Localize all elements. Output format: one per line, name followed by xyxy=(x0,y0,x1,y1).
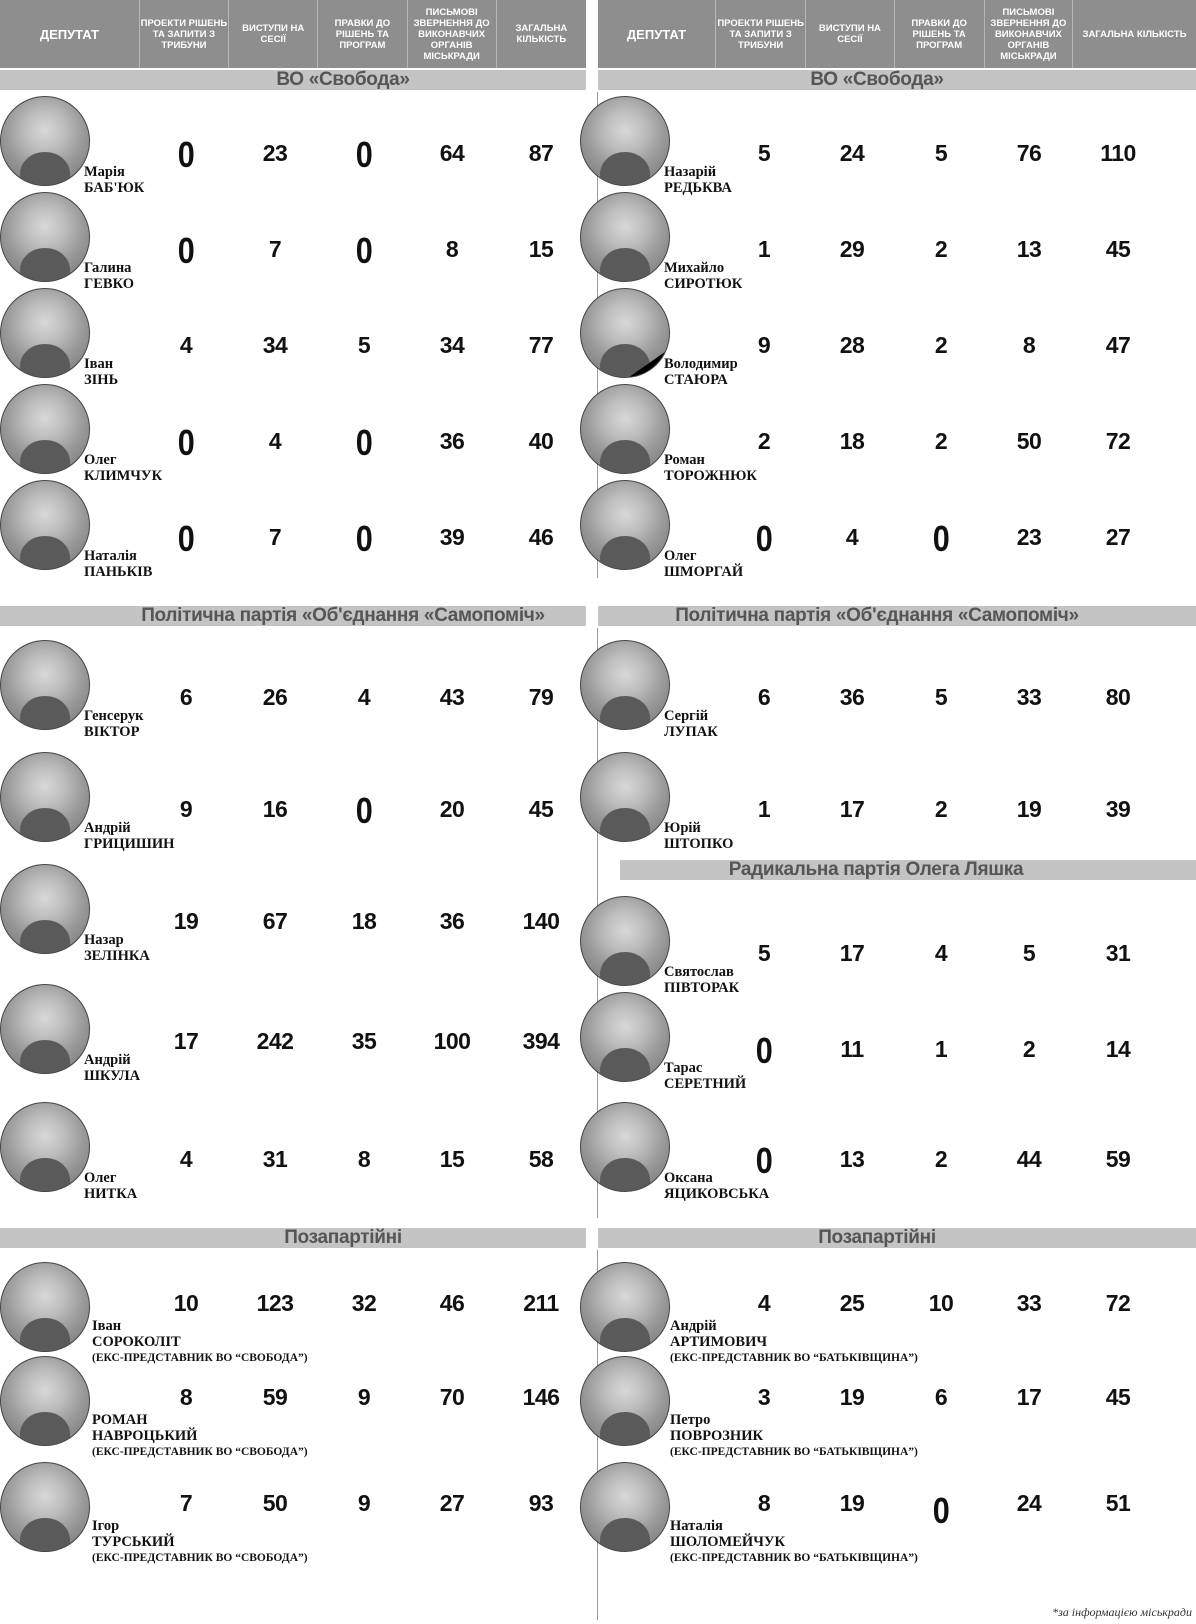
deputy-first-name: Наталія xyxy=(670,1518,723,1534)
stat-value: 5 xyxy=(357,332,371,358)
stat-value: 72 xyxy=(1105,1290,1131,1316)
stat-value: 26 xyxy=(262,684,288,710)
deputy-photo xyxy=(0,96,90,186)
deputy-photo xyxy=(580,992,670,1082)
deputy-first-name: Назарій xyxy=(664,164,717,180)
deputy-row xyxy=(580,1356,1180,1458)
stat-value: 34 xyxy=(439,332,465,358)
deputy-photo xyxy=(580,640,670,730)
stat-value: 46 xyxy=(439,1290,465,1316)
stat-value: 34 xyxy=(262,332,288,358)
stat-value: 5 xyxy=(757,140,771,166)
stat-value: 33 xyxy=(1016,1290,1042,1316)
stat-value: 45 xyxy=(1105,1384,1131,1410)
deputy-note: (ЕКС-ПРЕДСТАВНИК ВО “БАТЬКІВЩИНА”) xyxy=(670,1446,918,1458)
stat-value: 0 xyxy=(177,518,195,559)
deputy-photo xyxy=(580,752,670,842)
stat-value: 39 xyxy=(1105,796,1131,822)
header-right xyxy=(598,0,1196,68)
stat-value: 77 xyxy=(528,332,554,358)
deputy-row xyxy=(0,288,600,388)
stat-value: 36 xyxy=(839,684,865,710)
deputy-last-name: ЯЦИКОВСЬКА xyxy=(664,1186,770,1202)
deputy-last-name: ШОЛОМЕЙЧУК xyxy=(670,1534,785,1550)
stat-value: 0 xyxy=(755,518,773,559)
stat-value: 79 xyxy=(528,684,554,710)
deputy-first-name: Роман xyxy=(664,452,705,468)
stat-value: 33 xyxy=(1016,684,1042,710)
deputy-first-name: Галина xyxy=(84,260,132,276)
stat-value: 72 xyxy=(1105,428,1131,454)
stat-value: 6 xyxy=(934,1384,948,1410)
col-total: ЗАГАЛЬНА КІЛЬКІСТЬ xyxy=(1072,0,1196,68)
deputy-row xyxy=(0,984,600,1084)
deputy-photo xyxy=(580,96,670,186)
stat-value: 9 xyxy=(357,1384,371,1410)
deputy-last-name: СЕРЕТНИЙ xyxy=(664,1076,747,1092)
deputy-row xyxy=(0,752,600,852)
deputy-last-name: ШМОРГАЙ xyxy=(664,564,744,580)
deputy-row xyxy=(0,1356,600,1458)
col-speeches: ВИСТУПИ НА СЕСІЇ xyxy=(228,0,317,68)
stat-value: 24 xyxy=(1016,1490,1042,1516)
stat-value: 7 xyxy=(268,236,282,262)
deputy-first-name: Юрій xyxy=(664,820,701,836)
stat-value: 100 xyxy=(433,1028,471,1054)
stat-value: 0 xyxy=(755,1030,773,1071)
deputy-first-name: Андрій xyxy=(84,1052,131,1068)
stat-value: 1 xyxy=(757,796,771,822)
deputy-photo xyxy=(580,288,670,378)
stat-value: 39 xyxy=(439,524,465,550)
deputy-last-name: ВІКТОР xyxy=(84,724,140,740)
col-letters: ПИСЬМОВІ ЗВЕРНЕННЯ ДО ВИКОНАВЧИХ ОРГАНІВ МІСЬКРАДИ xyxy=(407,0,496,68)
deputy-row xyxy=(580,288,1180,388)
stat-value: 8 xyxy=(445,236,459,262)
deputy-last-name: ЗІНЬ xyxy=(84,372,119,388)
deputy-row xyxy=(580,1102,1180,1202)
deputy-row xyxy=(580,480,1180,580)
deputy-last-name: ГЕВКО xyxy=(84,276,134,292)
stat-value: 1 xyxy=(934,1036,948,1062)
stat-value: 242 xyxy=(256,1028,294,1054)
col-deputy: ДЕПУТАТ xyxy=(39,26,99,42)
deputy-last-name: СИРОТЮК xyxy=(664,276,743,292)
deputy-photo xyxy=(0,640,90,730)
deputy-name xyxy=(670,1518,918,1566)
stat-value: 13 xyxy=(1016,236,1042,262)
stat-value: 13 xyxy=(839,1146,865,1172)
stat-value: 0 xyxy=(355,518,373,559)
deputy-photo xyxy=(0,288,90,378)
stat-value: 8 xyxy=(357,1146,371,1172)
stat-value: 0 xyxy=(355,422,373,463)
stat-value: 4 xyxy=(268,428,282,454)
deputy-last-name: ТОРОЖНЮК xyxy=(664,468,757,484)
deputy-row xyxy=(580,992,1180,1092)
stat-value: 0 xyxy=(177,134,195,175)
stat-value: 35 xyxy=(351,1028,377,1054)
stat-value: 15 xyxy=(528,236,554,262)
stat-value: 10 xyxy=(173,1290,199,1316)
deputy-first-name: Тарас xyxy=(664,1060,703,1076)
stat-value: 9 xyxy=(357,1490,371,1516)
deputy-first-name: Наталія xyxy=(84,548,137,564)
section-svoboda-right: ВО «Свобода» xyxy=(598,70,1196,90)
deputy-first-name: Іван xyxy=(92,1318,122,1334)
deputy-note: (ЕКС-ПРЕДСТАВНИК ВО “СВОБОДА”) xyxy=(92,1352,308,1364)
section-radical: Радикальна партія Олега Ляшка xyxy=(620,860,1196,880)
stat-value: 50 xyxy=(262,1490,288,1516)
deputy-first-name: Сергій xyxy=(664,708,709,724)
stat-value: 59 xyxy=(1105,1146,1131,1172)
deputy-name xyxy=(664,1060,746,1092)
stat-value: 17 xyxy=(839,796,865,822)
deputy-last-name: КЛИМЧУК xyxy=(84,468,163,484)
stat-value: 8 xyxy=(757,1490,771,1516)
stat-value: 7 xyxy=(268,524,282,550)
deputy-row xyxy=(0,384,600,484)
section-samopomich-right: Політична партія «Об'єднання «Самопоміч» xyxy=(598,606,1196,626)
stat-value: 14 xyxy=(1105,1036,1131,1062)
deputy-photo xyxy=(0,1262,90,1352)
deputy-photo xyxy=(0,864,90,954)
stat-value: 6 xyxy=(179,684,193,710)
deputy-row xyxy=(0,640,600,740)
deputy-row xyxy=(580,192,1180,292)
stat-value: 140 xyxy=(522,908,560,934)
deputy-photo xyxy=(580,1462,670,1552)
col-speeches: ВИСТУПИ НА СЕСІЇ xyxy=(805,0,893,68)
stat-value: 32 xyxy=(351,1290,377,1316)
deputy-photo xyxy=(580,1356,670,1446)
col-projects: ПРОЕКТИ РІШЕНЬ ТА ЗАПИТИ З ТРИБУНИ xyxy=(139,0,228,68)
stat-value: 76 xyxy=(1016,140,1042,166)
stat-value: 4 xyxy=(845,524,859,550)
section-samopomich-left: Політична партія «Об'єднання «Самопоміч» xyxy=(0,606,586,626)
deputy-note: (ЕКС-ПРЕДСТАВНИК ВО “СВОБОДА”) xyxy=(92,1552,308,1564)
stat-value: 20 xyxy=(439,796,465,822)
deputy-first-name: Іван xyxy=(84,356,114,372)
deputy-name xyxy=(664,548,743,580)
deputy-note: (ЕКС-ПРЕДСТАВНИК ВО “СВОБОДА”) xyxy=(92,1446,308,1458)
stat-value: 2 xyxy=(757,428,771,454)
stat-value: 146 xyxy=(522,1384,560,1410)
deputy-row xyxy=(0,1262,600,1364)
deputy-first-name: Олег xyxy=(664,548,697,564)
stat-value: 2 xyxy=(934,332,948,358)
deputy-last-name: ПАНЬКІВ xyxy=(84,564,153,580)
deputy-photo xyxy=(0,984,90,1074)
stat-value: 70 xyxy=(439,1384,465,1410)
stat-value: 16 xyxy=(262,796,288,822)
section-nonparty-right: Позапартійні xyxy=(598,1228,1196,1248)
footnote: *за інформацією міськради xyxy=(1052,1605,1192,1619)
stat-value: 7 xyxy=(179,1490,193,1516)
stat-value: 47 xyxy=(1105,332,1131,358)
deputy-first-name: Петро xyxy=(670,1412,711,1428)
deputy-first-name: Генсерук xyxy=(84,708,144,724)
stat-value: 50 xyxy=(1016,428,1042,454)
stat-value: 11 xyxy=(840,1036,864,1062)
stat-value: 4 xyxy=(179,332,193,358)
stat-value: 9 xyxy=(757,332,771,358)
deputy-last-name: СОРОКОЛІТ xyxy=(92,1334,181,1350)
stat-value: 0 xyxy=(177,422,195,463)
deputy-first-name: Ігор xyxy=(92,1518,120,1534)
deputy-photo xyxy=(580,1102,670,1192)
stat-value: 19 xyxy=(839,1490,865,1516)
stat-value: 4 xyxy=(357,684,371,710)
deputy-last-name: ЛУПАК xyxy=(664,724,718,740)
deputy-last-name: РЕДЬКВА xyxy=(664,180,732,196)
deputy-last-name: ШКУЛА xyxy=(84,1068,141,1084)
section-nonparty-left: Позапартійні xyxy=(0,1228,586,1248)
stat-value: 43 xyxy=(439,684,465,710)
header-left xyxy=(0,0,586,68)
stat-value: 19 xyxy=(1016,796,1042,822)
stat-value: 1 xyxy=(757,236,771,262)
deputy-photo xyxy=(0,1102,90,1192)
section-svoboda-left: ВО «Свобода» xyxy=(0,70,586,90)
deputy-photo xyxy=(580,896,670,986)
deputy-first-name: Назар xyxy=(84,932,124,948)
deputy-name xyxy=(84,820,174,852)
stat-value: 5 xyxy=(1022,940,1036,966)
deputy-name xyxy=(664,820,733,852)
deputy-last-name: НИТКА xyxy=(84,1186,138,1202)
deputy-name xyxy=(84,548,152,580)
stat-value: 23 xyxy=(262,140,288,166)
stat-value: 5 xyxy=(934,684,948,710)
deputy-last-name: АРТИМОВИЧ xyxy=(670,1334,768,1350)
deputy-note: (ЕКС-ПРЕДСТАВНИК ВО “БАТЬКІВЩИНА”) xyxy=(670,1352,918,1364)
deputy-name xyxy=(664,708,718,740)
stat-value: 9 xyxy=(179,796,193,822)
stat-value: 15 xyxy=(439,1146,465,1172)
deputy-first-name: Святослав xyxy=(664,964,734,980)
deputy-last-name: ТУРСЬКИЙ xyxy=(92,1534,175,1550)
deputy-row xyxy=(580,640,1180,740)
stat-value: 87 xyxy=(528,140,554,166)
stat-value: 59 xyxy=(262,1384,288,1410)
stat-value: 40 xyxy=(528,428,554,454)
stat-value: 6 xyxy=(757,684,771,710)
stat-value: 80 xyxy=(1105,684,1131,710)
deputy-last-name: ПОВРОЗНИК xyxy=(670,1428,764,1444)
stat-value: 28 xyxy=(839,332,865,358)
stat-value: 25 xyxy=(839,1290,865,1316)
stat-value: 0 xyxy=(932,518,950,559)
col-deputy: ДЕПУТАТ xyxy=(626,26,687,42)
stat-value: 19 xyxy=(173,908,199,934)
deputy-last-name: ГРИЦИШИН xyxy=(84,836,175,852)
deputy-photo xyxy=(580,384,670,474)
stat-value: 58 xyxy=(528,1146,554,1172)
deputy-last-name: ЗЕЛІНКА xyxy=(84,948,150,964)
stat-value: 3 xyxy=(757,1384,771,1410)
stat-value: 4 xyxy=(934,940,948,966)
stat-value: 4 xyxy=(757,1290,771,1316)
stat-value: 2 xyxy=(934,796,948,822)
stat-value: 27 xyxy=(439,1490,465,1516)
stat-value: 93 xyxy=(528,1490,554,1516)
stat-value: 27 xyxy=(1105,524,1131,550)
deputy-first-name: Марія xyxy=(84,164,125,180)
stat-value: 67 xyxy=(262,908,288,934)
deputy-photo xyxy=(0,1462,90,1552)
stat-value: 36 xyxy=(439,908,465,934)
deputy-row xyxy=(0,480,600,580)
stat-value: 17 xyxy=(1016,1384,1042,1410)
stat-value: 0 xyxy=(355,790,373,831)
col-total: ЗАГАЛЬНА КІЛЬКІСТЬ xyxy=(496,0,586,68)
stat-value: 0 xyxy=(355,134,373,175)
stat-value: 64 xyxy=(439,140,465,166)
deputy-first-name: Олег xyxy=(84,1170,117,1186)
deputy-row xyxy=(0,1462,600,1564)
deputy-row xyxy=(580,384,1180,484)
stat-value: 29 xyxy=(839,236,865,262)
deputy-row xyxy=(580,96,1180,196)
deputy-row xyxy=(0,96,600,196)
stat-value: 10 xyxy=(928,1290,954,1316)
stat-value: 123 xyxy=(256,1290,294,1316)
stat-value: 45 xyxy=(528,796,554,822)
deputy-row xyxy=(0,192,600,292)
col-letters: ПИСЬМОВІ ЗВЕРНЕННЯ ДО ВИКОНАВЧИХ ОРГАНІВ МІСЬКРАДИ xyxy=(984,0,1072,68)
deputy-photo xyxy=(0,384,90,474)
stat-value: 2 xyxy=(934,428,948,454)
stat-value: 18 xyxy=(839,428,865,454)
deputy-last-name: НАВРОЦЬКИЙ xyxy=(92,1428,198,1444)
stat-value: 17 xyxy=(173,1028,199,1054)
stat-value: 45 xyxy=(1105,236,1131,262)
deputy-photo xyxy=(0,480,90,570)
deputy-photo xyxy=(0,752,90,842)
stat-value: 0 xyxy=(755,1140,773,1181)
deputy-last-name: ШТОПКО xyxy=(664,836,734,852)
stat-value: 46 xyxy=(528,524,554,550)
deputy-last-name: СТАЮРА xyxy=(664,372,728,388)
stat-value: 19 xyxy=(839,1384,865,1410)
stat-value: 8 xyxy=(179,1384,193,1410)
deputy-first-name: Михайло xyxy=(664,260,725,276)
deputy-first-name: Володимир xyxy=(664,356,738,372)
stat-value: 5 xyxy=(757,940,771,966)
deputy-photo xyxy=(580,480,670,570)
deputy-note: (ЕКС-ПРЕДСТАВНИК ВО “БАТЬКІВЩИНА”) xyxy=(670,1552,918,1564)
deputy-last-name: БАБ'ЮК xyxy=(84,180,145,196)
stat-value: 2 xyxy=(1022,1036,1036,1062)
stat-value: 2 xyxy=(934,236,948,262)
deputy-row xyxy=(580,896,1180,996)
deputy-name xyxy=(92,1412,308,1460)
stat-value: 31 xyxy=(1105,940,1131,966)
deputy-row xyxy=(580,752,1180,852)
deputy-row xyxy=(0,864,600,964)
deputy-row xyxy=(580,1262,1180,1364)
stat-value: 8 xyxy=(1022,332,1036,358)
deputy-row xyxy=(580,1462,1180,1564)
deputy-photo xyxy=(580,192,670,282)
deputy-first-name: Оксана xyxy=(664,1170,713,1186)
stat-value: 0 xyxy=(355,230,373,271)
deputy-name xyxy=(92,1518,308,1566)
deputy-first-name: Олег xyxy=(84,452,117,468)
stat-value: 18 xyxy=(351,908,377,934)
stat-value: 0 xyxy=(932,1490,950,1531)
stat-value: 36 xyxy=(439,428,465,454)
col-amendments: ПРАВКИ ДО РІШЕНЬ ТА ПРОГРАМ xyxy=(317,0,406,68)
stat-value: 31 xyxy=(262,1146,288,1172)
stat-value: 394 xyxy=(522,1028,560,1054)
deputy-photo xyxy=(0,1356,90,1446)
deputy-name xyxy=(84,1052,140,1084)
deputy-last-name: ПІВТОРАК xyxy=(664,980,740,996)
stat-value: 0 xyxy=(177,230,195,271)
deputy-first-name: РОМАН xyxy=(92,1412,148,1428)
stat-value: 51 xyxy=(1105,1490,1131,1516)
col-amendments: ПРАВКИ ДО РІШЕНЬ ТА ПРОГРАМ xyxy=(894,0,984,68)
stat-value: 211 xyxy=(523,1290,559,1316)
deputy-name xyxy=(84,708,143,740)
stat-value: 4 xyxy=(179,1146,193,1172)
deputy-photo xyxy=(580,1262,670,1352)
stat-value: 17 xyxy=(839,940,865,966)
col-projects: ПРОЕКТИ РІШЕНЬ ТА ЗАПИТИ З ТРИБУНИ xyxy=(715,0,805,68)
stat-value: 2 xyxy=(934,1146,948,1172)
deputy-name xyxy=(84,1170,137,1202)
stat-value: 110 xyxy=(1100,140,1136,166)
deputy-row xyxy=(0,1102,600,1202)
deputy-first-name: Андрій xyxy=(670,1318,717,1334)
stat-value: 44 xyxy=(1016,1146,1042,1172)
deputy-photo xyxy=(0,192,90,282)
stat-value: 24 xyxy=(839,140,865,166)
deputy-name xyxy=(84,932,150,964)
deputy-first-name: Андрій xyxy=(84,820,131,836)
stat-value: 23 xyxy=(1016,524,1042,550)
deputy-name xyxy=(670,1412,918,1460)
stat-value: 5 xyxy=(934,140,948,166)
